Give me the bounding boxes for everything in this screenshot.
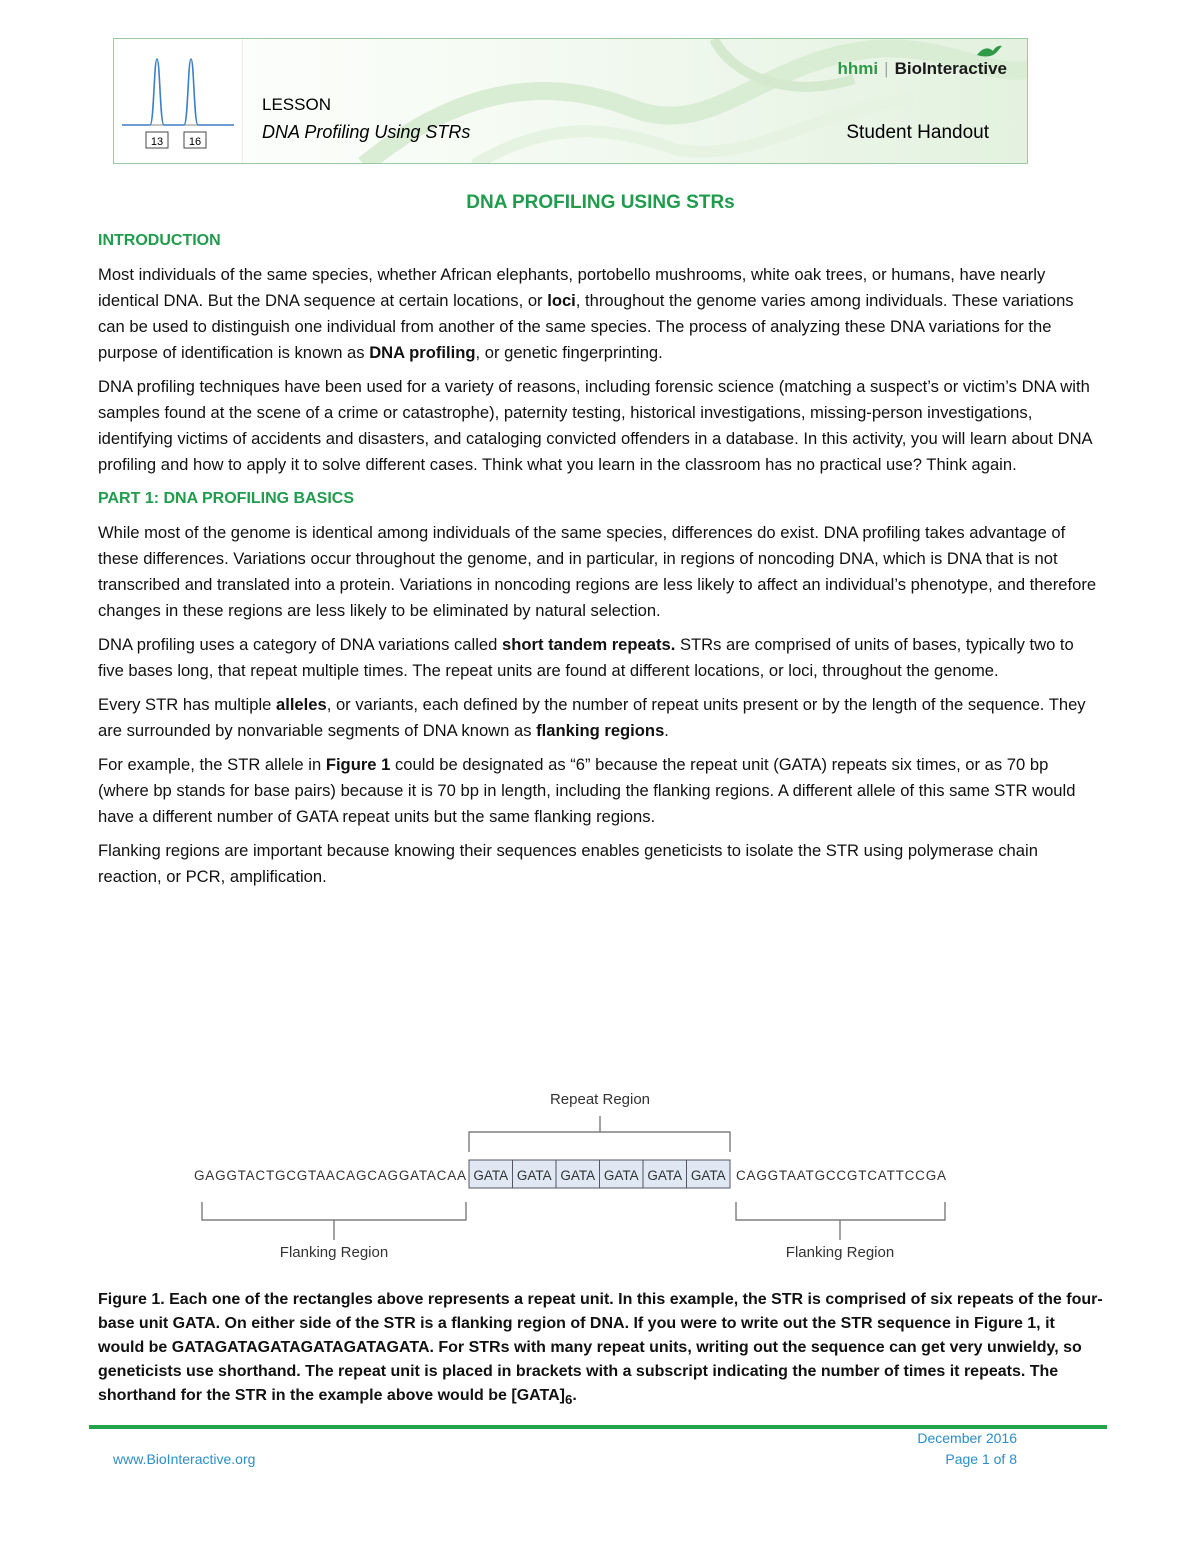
logo-hhmi: hhmi: [837, 59, 879, 78]
footer-rule: [89, 1425, 1107, 1429]
repeat-unit-label: GATA: [603, 1168, 639, 1183]
figure-1-caption: Figure 1. Each one of the rectangles above represents a repeat unit. In this example, the STR is comprised of six repeats of the four-base unit GATA. On either side of the STR is a flanking region of DNA. If you were to write out the STR sequence in Figure 1, it would be GATAGATAGATAGATAGATAGATA. For STRs with many repeat units, writing out the sequence can get very unwieldy, so geneticists use shorthand. The repeat unit is placed in brackets with a subscript indicating the number of times it repeats. The shorthand for the STR in the example above would be $[GATA]_6$.: [98, 1291, 1103, 1408]
right-flank-label: Flanking Region: [785, 1244, 895, 1261]
electropherogram-thumbnail: [114, 39, 243, 163]
repeat-unit-label: GATA: [560, 1168, 596, 1183]
part1-paragraph-1: While most of the genome is identical among individuals of the same species, differences do exist. DNA profiling takes advantage of these differences. Variations occur throughout the genome, and in particular, in regions of noncoding DNA, which is DNA that is not transcribed and translated into a protein. Variations in noncoding regions are less likely to affect an individual’s phenotype, and therefore changes in these regions are less likely to be eliminated by natural selection.: [98, 523, 1097, 620]
student-handout-label: Student Handout: [846, 122, 989, 143]
logo-biointeractive: BioInteractive: [894, 59, 1007, 78]
part1-paragraph-2: DNA profiling uses a category of DNA variations called short tandem repeats. STRs are comprised of units of bases, typically two to five bases long, that repeat multiple times. The repeat units are found at different locations, or loci, throughout the genome.: [98, 635, 1074, 680]
intro-paragraph-2: DNA profiling techniques have been used for a variety of reasons, including forensic science (matching a suspect’s or victim’s DNA with samples found at the scene of a crime or catastrophe), paternity testing, historical investigations, missing-person investigations, identifying victims of accidents and disasters, and cataloging convicted offenders in a database. In this activity, you will learn about DNA profiling and how to apply it to solve different cases. Think what you learn in the classroom has no practical use? Think again.: [98, 377, 1092, 474]
intro-heading: INTRODUCTION: [98, 232, 221, 249]
repeat-units: [469, 1160, 730, 1188]
figure-1-str-diagram: [190, 1082, 960, 1267]
peak-graph-icon: [114, 39, 242, 163]
document-body: [98, 190, 1103, 898]
repeat-unit-label: GATA: [690, 1168, 726, 1183]
header-banner: [113, 38, 1028, 164]
left-flank-bracket: [202, 1202, 466, 1220]
part1-heading: PART 1: DNA PROFILING BASICS: [98, 490, 355, 507]
repeat-unit-label: GATA: [647, 1168, 683, 1183]
lesson-label: LESSON: [262, 95, 331, 114]
part1-paragraph-5: Flanking regions are important because knowing their sequences enables geneticists to isolate the STR using polymerase chain reaction, or PCR, amplification.: [98, 841, 1038, 886]
repeat-region-bracket: [469, 1116, 730, 1152]
peak-label-13: 13: [150, 136, 164, 148]
banner-swirl-decoration: [114, 39, 1028, 164]
left-flank-sequence: GAGGTACTGCGTAACAGCAGGATACAA: [194, 1168, 466, 1183]
hhmi-biointeractive-logo: [838, 59, 1007, 79]
repeat-unit-label: GATA: [516, 1168, 552, 1183]
right-flank-bracket: [736, 1202, 945, 1220]
document-title: DNA PROFILING USING STRs: [466, 192, 735, 213]
left-flank-label: Flanking Region: [279, 1244, 389, 1261]
caption-subscript: 6: [565, 1392, 573, 1408]
logo-bird-icon: [975, 43, 1003, 59]
repeat-unit-label: GATA: [473, 1168, 509, 1183]
logo-separator: |: [884, 59, 889, 78]
part1-paragraph-4: For example, the STR allele in Figure 1 could be designated as “6” because the repeat unit (GATA) repeats six times, or as 70 bp (where bp stands for base pairs) because it is 70 bp in length, including the flanking regions. A different allele of this same STR would have a different number of GATA repeat units but the same flanking regions.: [98, 755, 1076, 826]
peak-label-16: 16: [188, 136, 202, 148]
intro-paragraph-1: Most individuals of the same species, whether African elephants, portobello mushrooms, white oak trees, or humans, have nearly identical DNA. But the DNA sequence at certain locations, or loci, throughout the genome varies among individuals. These variations can be used to distinguish one individual from another of the same species. The process of analyzing these DNA variations for the purpose of identification is known as DNA profiling, or genetic fingerprinting.: [98, 265, 1074, 362]
footer-url-link[interactable]: www.BioInteractive.org: [113, 1451, 256, 1467]
footer-date: December 2016: [917, 1430, 1017, 1446]
right-flank-sequence: CAGGTAATGCCGTCATTCCGA: [736, 1168, 946, 1183]
part1-paragraph-3: Every STR has multiple alleles, or variants, each defined by the number of repeat units present or by the length of the sequence. They are surrounded by nonvariable segments of DNA known as flanking regions.: [98, 695, 1086, 740]
footer-page-number: Page 1 of 8: [945, 1451, 1017, 1467]
repeat-region-label: Repeat Region: [549, 1091, 651, 1108]
lesson-title: DNA Profiling Using STRs: [262, 122, 471, 142]
